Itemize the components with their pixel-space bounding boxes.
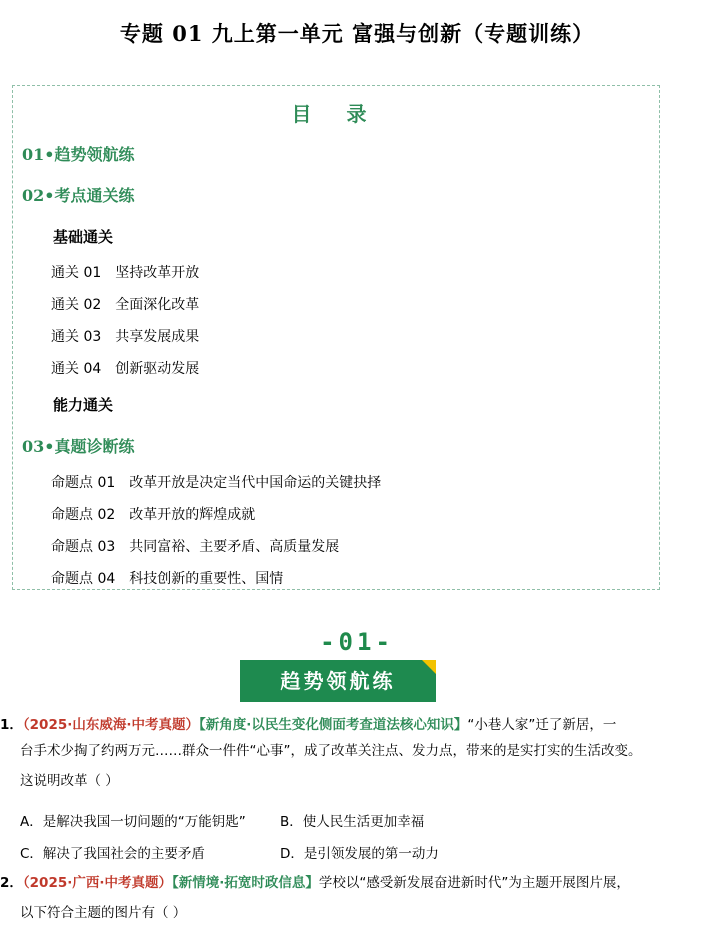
toc-item-text: 共同富裕、主要矛盾、高质量发展 — [129, 539, 340, 555]
toc-item-code: 通关 04 — [51, 361, 102, 377]
question-line — [0, 712, 705, 738]
question-text: 这说明改革（ ） — [20, 773, 119, 789]
question-2 — [0, 870, 705, 926]
toc-item[interactable] — [51, 326, 199, 346]
question-source: （2025·山东威海·中考真题） — [22, 717, 199, 733]
section-banner — [240, 660, 436, 702]
question-number: 1． — [0, 717, 23, 733]
question-text: 台手术少掏了约两万元……群众一件件“心事”，成了改革关注点、发力点，带来的是实打实的生活改变。 — [20, 743, 642, 759]
toc-section-3[interactable]: 03•真题诊断练 — [22, 437, 135, 456]
option-b[interactable]: B．使人民生活更加幸福 — [280, 814, 425, 830]
question-text: 学校以“感受新发展奋进新时代”为主题开展图片展， — [318, 875, 630, 891]
toc-item-code: 命题点 04 — [51, 571, 116, 587]
toc-item[interactable] — [51, 358, 199, 378]
toc-heading: 目 录 — [291, 102, 381, 126]
option-a[interactable]: A．是解决我国一切问题的“万能钥匙” — [20, 814, 246, 830]
toc-item[interactable] — [51, 294, 199, 314]
option-d[interactable]: D．是引领发展的第一动力 — [280, 846, 439, 862]
option-c[interactable]: C．解决了我国社会的主要矛盾 — [20, 846, 205, 862]
question-source: （2025·广西·中考真题） — [22, 875, 172, 891]
toc-item-code: 通关 03 — [51, 329, 102, 345]
toc-item-text: 坚持改革开放 — [115, 265, 200, 281]
toc-item-text: 改革开放的辉煌成就 — [129, 507, 256, 523]
section-number: -01- — [320, 628, 394, 656]
banner-corner-decoration — [422, 660, 436, 674]
toc-section-1[interactable]: 01•趋势领航练 — [22, 145, 135, 164]
section-banner-label: 趋势领航练 — [280, 669, 396, 693]
question-text: “小巷人家”迁了新居，一 — [467, 717, 617, 733]
toc-item-code: 通关 01 — [51, 265, 102, 281]
toc-item-text: 创新驱动发展 — [115, 361, 200, 377]
toc-item-text: 科技创新的重要性、国情 — [129, 571, 284, 587]
question-text: 以下符合主题的图片有（ ） — [20, 905, 187, 921]
toc-item[interactable] — [51, 536, 339, 556]
toc-ability-label[interactable]: 能力通关 — [53, 396, 114, 414]
toc-item-code: 通关 02 — [51, 297, 102, 313]
question-tag: 【新情境·拓宽时政信息】 — [172, 875, 319, 891]
question-line — [0, 870, 705, 896]
table-of-contents — [12, 85, 660, 590]
toc-item-code: 命题点 03 — [51, 539, 116, 555]
toc-item-text: 共享发展成果 — [115, 329, 200, 345]
page-title: 专题 01 九上第一单元 富强与创新（专题训练） — [119, 21, 595, 46]
toc-item[interactable] — [51, 568, 283, 588]
question-tag: 【新角度·以民生变化侧面考查道法核心知识】 — [199, 717, 468, 733]
toc-item-text: 改革开放是决定当代中国命运的关键抉择 — [129, 475, 382, 491]
question-1 — [0, 712, 705, 794]
toc-item-text: 全面深化改革 — [115, 297, 200, 313]
toc-item[interactable] — [51, 262, 199, 282]
toc-item-code: 命题点 02 — [51, 507, 116, 523]
toc-section-2[interactable]: 02•考点通关练 — [22, 186, 135, 205]
toc-item[interactable] — [51, 504, 255, 524]
question-number: 2． — [0, 875, 23, 891]
toc-item-code: 命题点 01 — [51, 475, 116, 491]
toc-basic-label[interactable]: 基础通关 — [53, 228, 114, 246]
toc-item[interactable] — [51, 472, 381, 492]
